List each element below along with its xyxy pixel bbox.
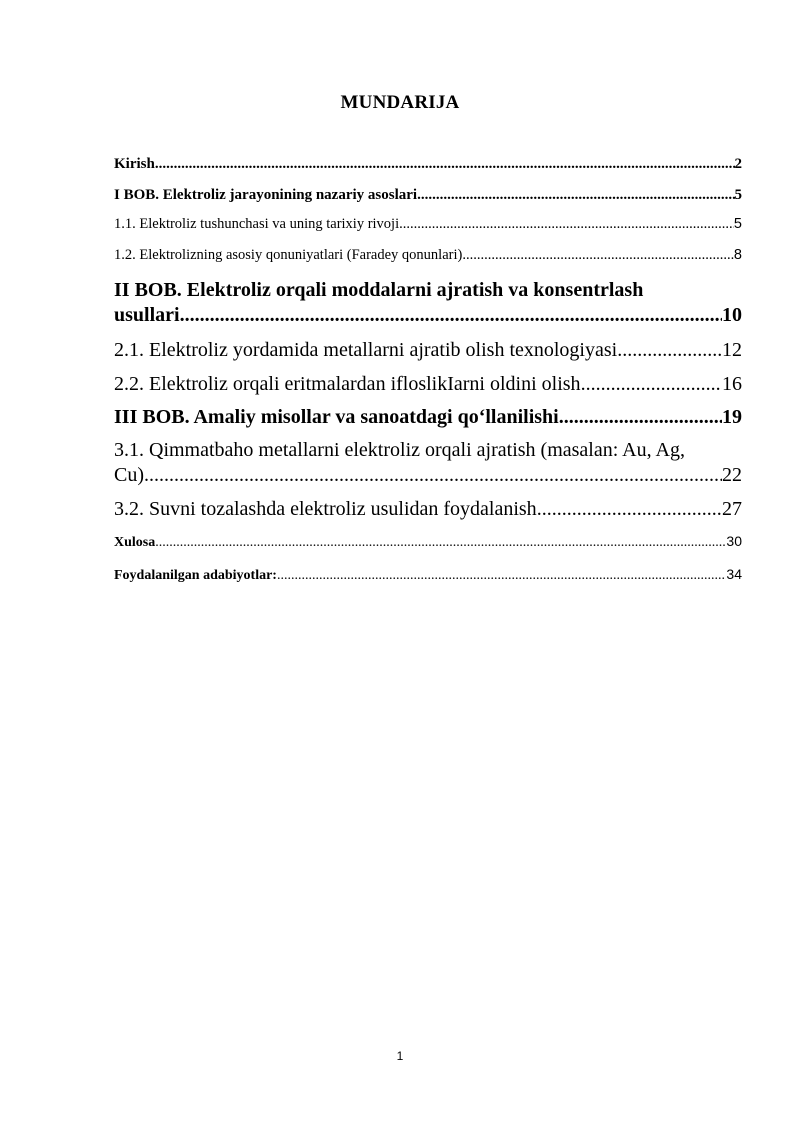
toc-entry-label: 3.2. Suvni tozalashda elektroliz usulidan foydalanish [114, 498, 537, 520]
toc-entry-section-2-1[interactable] [114, 338, 742, 362]
dot-leader [277, 568, 726, 585]
toc-entry-page: 2 [734, 156, 742, 172]
dot-leader [155, 535, 726, 552]
toc-entry-label-line2: Cu) [114, 464, 144, 486]
toc-entry-chapter-1[interactable] [114, 186, 742, 204]
toc-entry-section-2-2[interactable] [114, 372, 742, 396]
page-number: 1 [396, 1049, 404, 1063]
toc-entry-page: 16 [722, 373, 742, 395]
toc-entry-page: 8 [733, 247, 742, 263]
toc-entry-page: 5 [733, 216, 742, 232]
toc-entry-section-1-1[interactable] [114, 216, 742, 233]
toc-entry-label: Xulosa [114, 535, 156, 550]
toc-entry-label: Foydalanilgan adabiyotlar: [114, 568, 277, 583]
toc-entry-page: 19 [722, 406, 742, 428]
toc-entry-chapter-3[interactable] [114, 405, 742, 429]
toc-entry-page: 10 [722, 304, 742, 326]
dot-leader [581, 372, 722, 396]
toc-entry-label-line1: II BOB. Elektroliz orqali moddalarni ajratish va konsentrlash [114, 279, 644, 301]
toc-entry-label: Kirish [114, 156, 155, 172]
toc-entry-page: 34 [726, 566, 742, 582]
page-title: MUNDARIJA [340, 92, 460, 113]
dot-leader [180, 303, 722, 327]
toc-entry-label: 1.2. Elektrolizning asosiy qonuniyatlari (Faradey qonunlari) [114, 247, 463, 263]
toc-entry-bibliography[interactable] [114, 566, 742, 585]
toc-entry-section-3-2[interactable] [114, 497, 742, 521]
toc-entry-page: 30 [726, 533, 742, 549]
dot-leader [559, 405, 722, 429]
dot-leader [617, 338, 722, 362]
toc-entry-page: 12 [722, 339, 742, 361]
toc-entry-section-3-1[interactable] [114, 438, 742, 487]
toc-entry-page: 22 [722, 464, 742, 486]
dot-leader [399, 216, 734, 233]
dot-leader [417, 186, 734, 204]
toc-entry-label-line2: usullari [114, 304, 180, 326]
toc-entry-section-1-2[interactable] [114, 247, 742, 264]
toc-entry-label: 2.2. Elektroliz orqali eritmalardan ifloslikIarni oldini olish [114, 373, 581, 395]
toc-entry-xulosa[interactable] [114, 533, 742, 552]
toc-entry-label: I BOB. Elektroliz jarayonining nazariy asoslari [114, 187, 418, 203]
toc-entry-label: III BOB. Amaliy misollar va sanoatdagi qo‘llanilishi [114, 406, 559, 428]
toc-entry-label-line1: 3.1. Qimmatbaho metallarni elektroliz orqali ajratish (masalan: Au, Ag, [114, 439, 685, 461]
toc-entry-page: 5 [734, 187, 742, 203]
dot-leader [537, 497, 722, 521]
toc-entry-page: 27 [722, 498, 742, 520]
dot-leader [462, 247, 734, 264]
dot-leader [144, 463, 722, 487]
toc-entry-label: 1.1. Elektroliz tushunchasi va uning tarixiy rivoji [114, 216, 400, 232]
dot-leader [155, 155, 735, 173]
toc-entry-label: 2.1. Elektroliz yordamida metallarni ajratib olish texnologiyasi [114, 339, 618, 361]
toc-entry-chapter-2[interactable] [114, 278, 742, 327]
toc-entry-kirish[interactable] [114, 155, 742, 173]
